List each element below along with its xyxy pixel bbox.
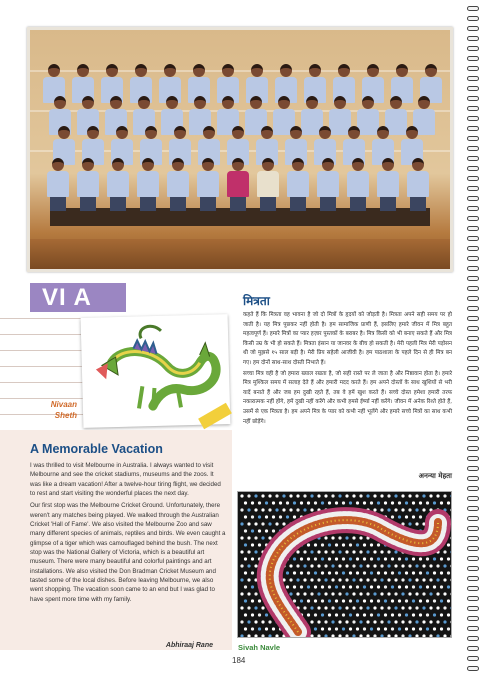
poem-author: अनन्या मेहता — [418, 472, 452, 480]
poem-paragraph-2: सच्चा मित्र वही है जो हमारा ख्याल रखता है, जो सही रास्ते पर ले जाता है और निष्ठावान होता है। हमारे मित्र मुश्किल समय में सलाह देते हैं और हमारी मदद करते हैं। हम अपने दोस्तों के साथ खुशियों से भरी यादें बनाते हैं और जब हम दुखी रहते हैं, तब वे हमें खुश करते हैं। सच्चे दोस्त हमेशा हमारी तरफ नकारात्मक नहीं होंगे, हमें दुखी नहीं करेंगे और कभी हमसे ईर्ष्या नहीं करेंगे। जीवन में अनेक रिश्ते होते हैं, उसमें से एक मित्रता है। हम अपने मित्र के प्यार को कभी नहीं भूलेंगे और हमारे सच्चे मित्रों का साथ कभी नहीं छोड़ेंगे। — [243, 370, 452, 425]
dragon-drawing — [81, 314, 231, 428]
artist-first-name: Nivaan — [50, 400, 77, 409]
spiral-binding — [466, 0, 480, 679]
class-photo — [27, 27, 453, 272]
poem-paragraph-1: कहते हैं कि मित्रता वह भावना है जो दो मित्रों के हृदयों को जोड़ती है। मित्रता अपने सही समय पर हो जाती है। यह मित्र पूछकर नहीं होती है। हम सामाजिक प्राणी हैं, इसलिए हमारे जीवन में मित्र बहुत महत्वपूर्ण हैं। हमारे मित्रों का प्यार हज़ार पुस्तकों के बराबर है। मित्र किसी को भी बनाए सकते हैं और मित्र किसी उम्र के भी हो सकते हैं। मित्रता इंसान या जानवर के बीच हो सकती है। मेरी पहली मित्र मेरी पड़ोसन थी जो मुझसे १५ साल बड़ी है। मेरी प्रिय सहेली आजीवी है। हम पाठशाला के पहले दिन से ही मित्र बन गए। हम दोनों साथ-साथ दोस्ती निभाते हैं। — [243, 312, 452, 366]
dot-art-painting — [237, 491, 452, 638]
page-number: 184 — [232, 656, 246, 665]
poem-body — [243, 311, 452, 428]
class-title: VI A — [30, 283, 126, 312]
poem-title: मित्रता — [243, 294, 270, 308]
drawing-artist-credit — [35, 399, 77, 421]
vacation-title: A Memorable Vacation — [30, 442, 163, 456]
artist-last-name: Sheth — [54, 411, 77, 420]
dot-art-credit: Sivah Navle — [238, 643, 281, 652]
vacation-paragraph-2: Our first stop was the Melbourne Cricket Ground. Unfortunately, there weren't any matches being played. We walked through the Australian Cricket 'Hall of Fame'. We also visited the Melbourne Zoo and saw many different species of animals, reptiles and birds. We even caught a glimpse of a tiger which was camouflaged behind the bush. The next stop was the National Gallery of Victoria, which is a beautiful art museum. There were many beautiful and colorful paintings and art installations. We also visited the Don Bradman Cricket Museum and tasted some of the local dishes. Before leaving Melbourne, we also went shopping. The vacation soon came to an end but I was glad to have spent more time with my family. — [30, 502, 226, 603]
vacation-body — [30, 461, 226, 607]
vacation-author: Abhiraaj Rane — [165, 642, 213, 649]
vacation-paragraph-1: I was thrilled to visit Melbourne in Australia. I always wanted to visit Melbourne and see the cricket stadiums, museums and the zoos. It was like a dream vacation! After a twelve-hour tiring flight, we decided to rest and start visiting the wonderful places the next day. — [30, 462, 221, 498]
